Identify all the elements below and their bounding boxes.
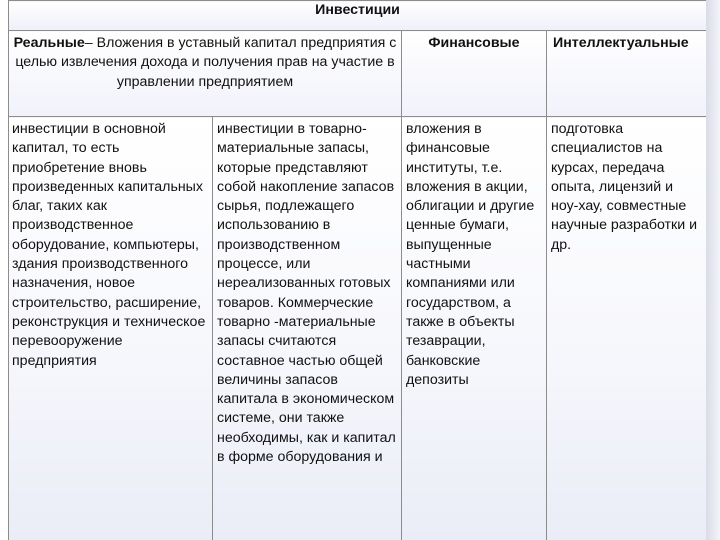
category-row	[9, 31, 707, 117]
table-title: Инвестиции	[9, 1, 707, 31]
slide-edge-shadow	[706, 0, 720, 540]
category-real	[9, 31, 402, 117]
fixed-capital-text: инвестиции в основной капитал, то есть приобретение вновь произведенных капитальных благ, таких как производственное оборудование, компьютеры, здания производственного назначения, новое строительство, расширение, реконструкция и техническое перевооружение предприятия	[12, 121, 206, 369]
financial-text: вложения в финансовые институты, т.е. вложения в акции, облигации и другие ценные бумаги, выпущенные частными компаниями или государством, а также в объекты тезаврации, банковские депозиты	[406, 121, 535, 388]
inventory-text: инвестиции в товарно-материальные запасы, которые представляют собой накопление запасов сырья, подлежащего использованию в производственном процессе, или нереализованных готовых товаров. Коммерческие товарно -материальные запасы считаются составное частью общей величины запасов капитала в экономическом системе, они также необходимы, как и капитал в форме оборудования и	[217, 121, 396, 466]
content-row	[9, 117, 707, 540]
category-financial: Финансовые	[402, 31, 547, 117]
header-row	[9, 1, 707, 31]
intellectual-text: подготовка специалистов на курсах, передача опыта, лицензий и ноу-хау, совместные научные разработки и др.	[551, 121, 698, 253]
financial-cell	[402, 117, 547, 540]
intellectual-cell	[547, 117, 707, 540]
category-real-description: – Вложения в уставный капитал предприятия с целью извлечения дохода и получения прав на участие в управлении предприятием	[15, 35, 397, 90]
inventory-cell	[213, 117, 402, 540]
fixed-capital-cell	[9, 117, 213, 540]
investments-table	[8, 0, 707, 540]
category-real-name: Реальные	[13, 35, 85, 51]
category-intellectual: Интеллектуальные	[547, 31, 707, 117]
